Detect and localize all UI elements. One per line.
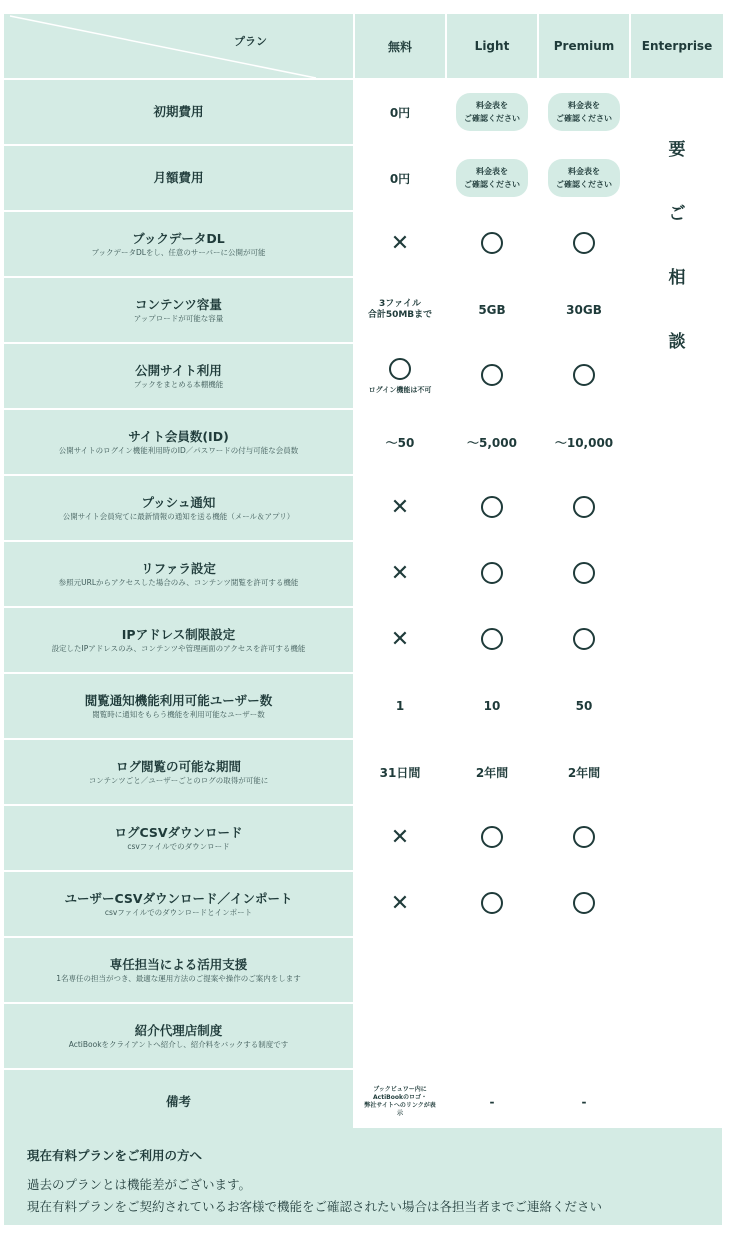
value-cell-light	[447, 146, 537, 210]
feature-cell	[4, 278, 353, 342]
table-row	[4, 740, 723, 804]
feature-title: プッシュ通知	[141, 494, 216, 510]
value-cell-free: 0円	[355, 146, 445, 210]
column-header-enterprise: Enterprise	[631, 14, 723, 78]
feature-cell	[4, 938, 353, 1002]
price-table-badge	[456, 159, 528, 197]
feature-description: ブックデータDLをし、任意のサーバーに公開が可能	[91, 247, 266, 257]
cross-icon: ✕	[390, 825, 410, 850]
feature-description: 閲覧時に通知をもらう機能を利用可能なユーザー数	[92, 709, 265, 719]
circle-icon	[389, 358, 411, 380]
feature-description: ActiBookをクライアントへ紹介し、紹介料をバックする制度です	[68, 1039, 289, 1049]
table-row	[4, 344, 723, 408]
value-cell-light	[447, 938, 537, 1002]
feature-description: 1名専任の担当がつき、最適な運用方法のご提案や操作のご案内をします	[56, 973, 301, 983]
feature-title: IPアドレス制限設定	[121, 626, 236, 642]
cell-text-line: 3ファイル	[378, 299, 422, 309]
badge-text-line: 料金表を	[476, 167, 508, 176]
table-row	[4, 938, 723, 1002]
feature-title: 閲覧通知機能利用可能ユーザー数	[84, 692, 273, 708]
feature-description: 公開サイトのログイン機能利用時のID／パスワードの付与可能な会員数	[58, 445, 299, 455]
notice-line-2: 現在有料プランをご契約されているお客様で機能をご確認されたい場合は各担当者までご連絡ください	[27, 1199, 603, 1214]
feature-cell	[4, 344, 353, 408]
value-cell-premium	[539, 938, 629, 1002]
circle-icon	[573, 628, 595, 650]
table-row	[4, 674, 723, 738]
value-cell-light	[447, 80, 537, 144]
feature-title: 公開サイト利用	[135, 362, 222, 378]
table-row	[4, 410, 723, 474]
value-cell-light	[447, 1004, 537, 1068]
feature-description: ブックをまとめる本棚機能	[133, 379, 224, 389]
circle-icon	[481, 826, 503, 848]
feature-cell	[4, 476, 353, 540]
value-cell-free	[355, 1004, 445, 1068]
cross-icon: ✕	[390, 561, 410, 586]
feature-title: ログ閲覧の可能な期間	[115, 758, 241, 774]
badge-text-line: 料金表を	[568, 167, 600, 176]
plan-comparison-table-wrapper	[4, 12, 722, 1136]
cell-text-line: 合計50MBまで	[367, 310, 433, 320]
value-cell-light	[447, 344, 537, 408]
feature-title: ユーザーCSVダウンロード／インポート	[64, 890, 293, 906]
paid-plan-notice	[4, 1128, 722, 1225]
circle-icon	[573, 232, 595, 254]
value-cell-free: 0円	[355, 80, 445, 144]
feature-cell	[4, 806, 353, 870]
feature-title: サイト会員数(ID)	[128, 428, 229, 444]
feature-title: 備考	[165, 1094, 191, 1109]
consult-char: 相	[668, 268, 686, 288]
feature-title: ブックデータDL	[132, 230, 225, 246]
circle-icon	[481, 496, 503, 518]
column-header-free: 無料	[355, 14, 445, 78]
table-row	[4, 476, 723, 540]
circle-icon	[481, 628, 503, 650]
notice-line-1: 過去のプランとは機能差がございます。	[27, 1177, 252, 1192]
column-header-premium: Premium	[539, 14, 629, 78]
value-cell-free: 〜50	[355, 410, 445, 474]
consult-char: 要	[668, 140, 686, 160]
circle-icon	[573, 496, 595, 518]
consult-char: ご	[668, 204, 686, 224]
circle-icon	[573, 562, 595, 584]
value-cell-light	[447, 608, 537, 672]
circle-icon	[481, 562, 503, 584]
value-cell-premium	[539, 344, 629, 408]
feature-title: 紹介代理店制度	[134, 1022, 223, 1038]
cell-text-line: 示	[396, 1110, 403, 1117]
value-cell-light	[447, 212, 537, 276]
column-header-light: Light	[447, 14, 537, 78]
value-cell-free	[355, 608, 445, 672]
value-cell-light	[447, 872, 537, 936]
table-row	[4, 1070, 723, 1134]
cell-text-line: 弊社サイトへのリンクが表	[364, 1102, 436, 1109]
table-row	[4, 608, 723, 672]
value-cell-light: 10	[447, 674, 537, 738]
feature-cell	[4, 80, 353, 144]
value-cell-free	[355, 872, 445, 936]
value-cell-premium: 〜10,000	[539, 410, 629, 474]
feature-title: コンテンツ容量	[135, 296, 222, 312]
cross-icon: ✕	[390, 627, 410, 652]
value-cell-free: 31日間	[355, 740, 445, 804]
value-cell-free	[355, 1070, 445, 1134]
cross-icon: ✕	[390, 891, 410, 916]
value-cell-premium: 2年間	[539, 740, 629, 804]
value-cell-free	[355, 278, 445, 342]
value-cell-premium: 50	[539, 674, 629, 738]
value-cell-light	[447, 542, 537, 606]
value-cell-premium	[539, 80, 629, 144]
plan-comparison-table	[2, 12, 725, 1136]
cross-icon: ✕	[390, 231, 410, 256]
feature-note: ログイン機能は不可	[368, 385, 432, 394]
feature-cell	[4, 608, 353, 672]
value-cell-premium	[539, 212, 629, 276]
value-cell-premium	[539, 476, 629, 540]
feature-title: 専任担当による活用支援	[109, 956, 248, 972]
badge-text-line: ご確認ください	[464, 180, 520, 189]
table-row	[4, 542, 723, 606]
price-table-badge	[456, 93, 528, 131]
feature-cell	[4, 740, 353, 804]
table-row	[4, 146, 723, 210]
value-cell-light	[447, 806, 537, 870]
feature-description: 参照元URLからアクセスした場合のみ、コンテンツ閲覧を許可する機能	[58, 577, 299, 587]
table-row	[4, 212, 723, 276]
value-cell-light: -	[447, 1070, 537, 1134]
feature-description: csvファイルでのダウンロード	[127, 841, 230, 851]
circle-icon	[573, 826, 595, 848]
value-cell-light: 2年間	[447, 740, 537, 804]
table-row	[4, 278, 723, 342]
value-cell-light	[447, 476, 537, 540]
feature-description: csvファイルでのダウンロードとインポート	[104, 907, 253, 917]
feature-description: 設定したIPアドレスのみ、コンテンツや管理画面のアクセスを許可する機能	[51, 643, 306, 653]
price-table-badge	[548, 159, 620, 197]
value-cell-premium	[539, 542, 629, 606]
cross-icon: ✕	[390, 495, 410, 520]
badge-text-line: 料金表を	[476, 101, 508, 110]
value-cell-free	[355, 344, 445, 408]
price-table-badge	[548, 93, 620, 131]
feature-title: 初期費用	[153, 104, 204, 119]
notice-title: 現在有料プランをご利用の方へ	[27, 1148, 203, 1163]
value-cell-free	[355, 476, 445, 540]
header-corner-cell	[4, 14, 353, 78]
table-row	[4, 1004, 723, 1068]
feature-cell	[4, 1004, 353, 1068]
feature-title: リファラ設定	[141, 560, 216, 576]
plan-header-label: プラン	[234, 35, 267, 48]
value-cell-premium: -	[539, 1070, 629, 1134]
feature-cell	[4, 146, 353, 210]
enterprise-consult-cell	[631, 80, 723, 1134]
feature-description: アップロードが可能な容量	[133, 313, 224, 323]
feature-cell	[4, 410, 353, 474]
value-cell-light: 5GB	[447, 278, 537, 342]
feature-cell	[4, 872, 353, 936]
value-cell-free	[355, 212, 445, 276]
feature-description: コンテンツごと／ユーザーごとのログの取得が可能に	[88, 775, 269, 785]
circle-icon	[481, 892, 503, 914]
feature-cell	[4, 674, 353, 738]
table-row	[4, 872, 723, 936]
feature-title: 月額費用	[153, 170, 204, 185]
value-cell-premium: 30GB	[539, 278, 629, 342]
consult-char: 談	[668, 332, 686, 352]
circle-icon	[573, 364, 595, 386]
feature-cell	[4, 1070, 353, 1134]
value-cell-light: 〜5,000	[447, 410, 537, 474]
plan-table-body	[4, 80, 723, 1134]
feature-cell	[4, 212, 353, 276]
value-cell-premium	[539, 608, 629, 672]
table-row	[4, 80, 723, 144]
feature-description: 公開サイト会員宛てに最新情報の通知を送る機能（メール＆アプリ）	[62, 511, 295, 521]
badge-text-line: ご確認ください	[556, 114, 612, 123]
value-cell-free	[355, 938, 445, 1002]
value-cell-free: 1	[355, 674, 445, 738]
badge-text-line: 料金表を	[568, 101, 600, 110]
diagonal-divider-icon	[4, 14, 353, 78]
cell-text-line: ActiBookのロゴ・	[373, 1094, 427, 1101]
feature-title: ログCSVダウンロード	[114, 824, 243, 840]
circle-icon	[481, 364, 503, 386]
badge-text-line: ご確認ください	[556, 180, 612, 189]
circle-icon	[481, 232, 503, 254]
value-cell-premium	[539, 806, 629, 870]
value-cell-premium	[539, 146, 629, 210]
enterprise-consult-text	[631, 80, 723, 374]
circle-icon	[573, 892, 595, 914]
value-cell-free	[355, 806, 445, 870]
cell-text-line: ブックビュワー内に	[373, 1086, 427, 1093]
value-cell-premium	[539, 872, 629, 936]
badge-text-line: ご確認ください	[464, 114, 520, 123]
table-row	[4, 806, 723, 870]
value-cell-free	[355, 542, 445, 606]
feature-cell	[4, 542, 353, 606]
value-cell-premium	[539, 1004, 629, 1068]
